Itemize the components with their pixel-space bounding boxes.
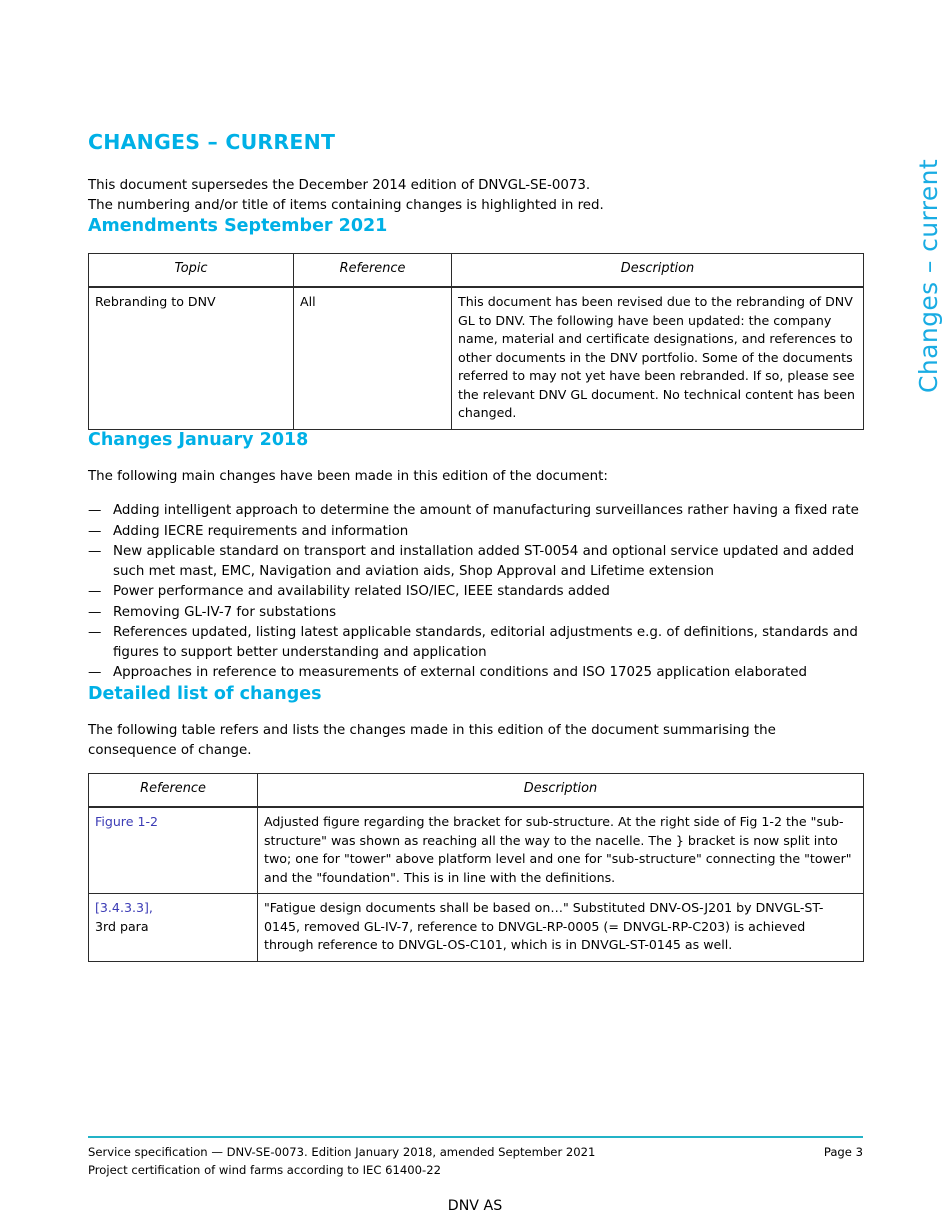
footer-page-number: Page 3 bbox=[823, 1145, 863, 1159]
cell-topic: Rebranding to DNV bbox=[89, 287, 294, 429]
column-header-reference: Reference bbox=[294, 254, 452, 287]
footer-divider bbox=[88, 1136, 863, 1138]
detailed-changes-table bbox=[88, 773, 864, 961]
cell-description: This document has been revised due to the rebranding of DNV GL to DNV. The following have been updated: the company name, material and certificate designations, and references to other documents in the DNV portfolio. Some of the documents referred to may not yet have been rebranded. If so, please see the relevant DNV GL document. No technical content has been changed. bbox=[452, 287, 864, 429]
page-content bbox=[88, 131, 863, 962]
table-row bbox=[89, 287, 864, 429]
column-header-reference: Reference bbox=[89, 774, 258, 807]
reference-link[interactable]: Figure 1-2 bbox=[95, 814, 159, 830]
intro-paragraph bbox=[88, 176, 863, 217]
cell-reference: All bbox=[294, 287, 452, 429]
cell-description: "Fatigue design documents shall be based on…" Substituted DNV-OS-J201 by DNVGL-ST-0145, removed GL-IV-7, reference to DNVGL-RP-0005 (= DNVGL-RP-C203) is achieved through reference to DNVGL-OS-C101, which is in DNVGL-ST-0145 as well. bbox=[258, 894, 864, 962]
table-header-row bbox=[89, 774, 864, 807]
dash-bullet-icon: — bbox=[88, 503, 102, 519]
cell-description: Adjusted figure regarding the bracket for sub-structure. At the right side of Fig 1-2 the "sub-structure" was shown as reaching all the way to the nacelle. The } bracket is now split into two; one for "tower" above platform level and one for "sub-structure" connecting the "tower" and the "foundation". This is in line with the definitions. bbox=[258, 807, 864, 894]
side-tab-label: Changes – current bbox=[914, 158, 943, 393]
table-row bbox=[89, 894, 864, 962]
cell-reference bbox=[89, 807, 258, 894]
footer-company-name: DNV AS bbox=[447, 1198, 503, 1214]
list-item bbox=[88, 582, 863, 602]
list-item bbox=[88, 522, 863, 542]
list-item-text: References updated, listing latest applicable standards, editorial adjustments e.g. of definitions, standards and figures to support better understanding and application bbox=[113, 624, 858, 661]
dash-bullet-icon: — bbox=[88, 523, 102, 539]
list-item-text: Approaches in reference to measurements of external conditions and ISO 17025 application elaborated bbox=[113, 665, 807, 681]
list-item bbox=[88, 603, 863, 623]
column-header-topic: Topic bbox=[89, 254, 294, 287]
intro-line-2: The numbering and/or title of items containing changes is highlighted in red. bbox=[88, 197, 604, 213]
section-heading-changes-january: Changes January 2018 bbox=[88, 429, 309, 450]
footer-line-1: Service specification — DNV-SE-0073. Edition January 2018, amended September 2021 bbox=[88, 1145, 596, 1159]
footer-line-2: Project certification of wind farms according to IEC 61400-22 bbox=[88, 1162, 441, 1177]
table-header-row bbox=[89, 254, 864, 287]
list-item-text: Adding intelligent approach to determine the amount of manufacturing surveillances rather having a fixed rate bbox=[113, 503, 859, 519]
reference-sub-label: 3rd para bbox=[95, 918, 149, 934]
column-header-description: Description bbox=[452, 254, 864, 287]
list-item bbox=[88, 501, 863, 521]
section-heading-amendments: Amendments September 2021 bbox=[88, 216, 388, 237]
amendments-table bbox=[88, 253, 864, 429]
list-item bbox=[88, 663, 863, 683]
dash-bullet-icon: — bbox=[88, 665, 102, 681]
reference-link[interactable]: [3.4.3.3], bbox=[95, 900, 153, 916]
list-item-text: Removing GL-IV-7 for substations bbox=[113, 604, 337, 620]
list-item bbox=[88, 623, 863, 663]
list-item-text: New applicable standard on transport and installation added ST-0054 and optional service updated and added such met mast, EMC, Navigation and aviation aids, Shop Approval and Lifetime extension bbox=[113, 543, 855, 580]
dash-bullet-icon: — bbox=[88, 624, 102, 640]
detailed-list-lead-in: The following table refers and lists the changes made in this edition of the document summarising the consequence of change. bbox=[88, 722, 776, 759]
list-item bbox=[88, 542, 863, 582]
list-item-text: Adding IECRE requirements and information bbox=[113, 523, 409, 539]
footer-content bbox=[88, 1144, 863, 1180]
changes-lead-in: The following main changes have been made in this edition of the document: bbox=[88, 469, 608, 485]
footer-left bbox=[88, 1144, 595, 1180]
cell-reference bbox=[89, 894, 258, 962]
column-header-description: Description bbox=[258, 774, 864, 807]
page-title: CHANGES – CURRENT bbox=[88, 130, 336, 154]
page-footer bbox=[88, 1136, 863, 1180]
list-item-text: Power performance and availability related ISO/IEC, IEEE standards added bbox=[113, 584, 610, 600]
side-tab-chapter-marker bbox=[884, 138, 943, 398]
changes-list bbox=[88, 501, 863, 683]
section-heading-detailed-list: Detailed list of changes bbox=[88, 683, 322, 704]
dash-bullet-icon: — bbox=[88, 543, 102, 559]
dash-bullet-icon: — bbox=[88, 604, 102, 620]
dash-bullet-icon: — bbox=[88, 584, 102, 600]
intro-line-1: This document supersedes the December 2014 edition of DNVGL-SE-0073. bbox=[88, 177, 591, 193]
table-row bbox=[89, 807, 864, 894]
